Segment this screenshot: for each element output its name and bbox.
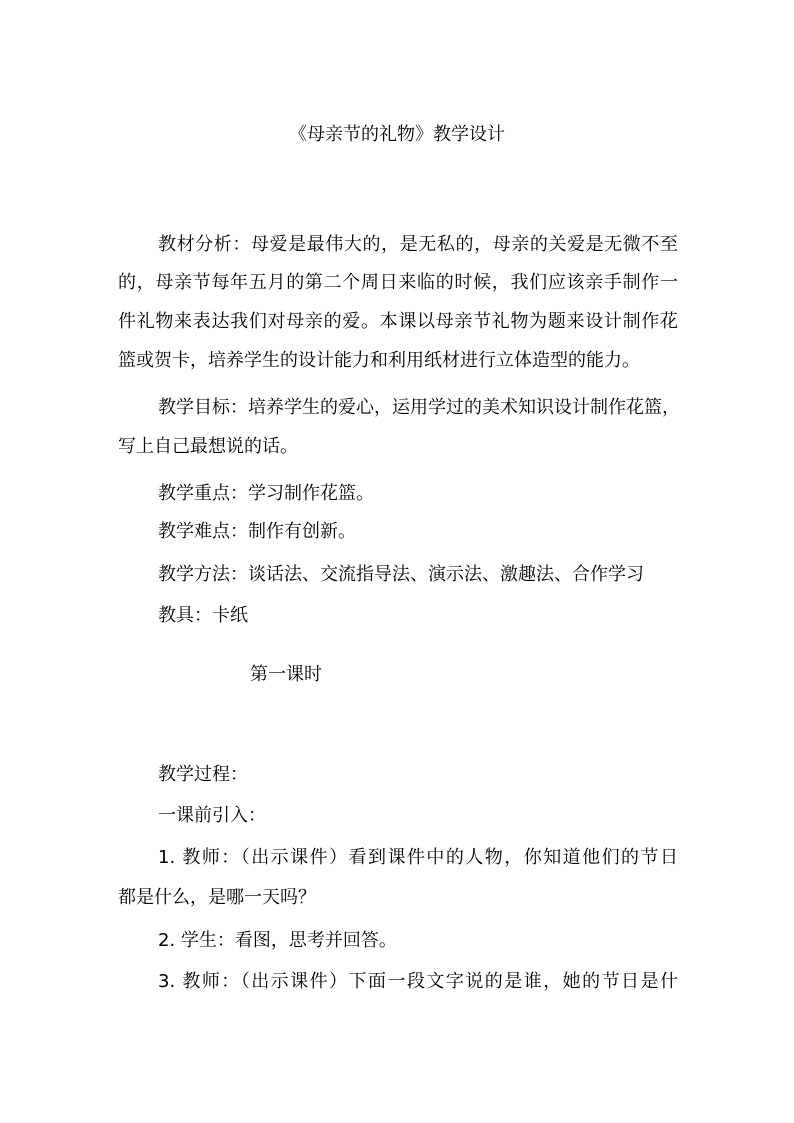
period-heading: 第一课时 [250, 664, 322, 685]
step-line: 1. 教师：（出示课件）看到课件中的人物，你知道他们的节日 [158, 847, 678, 868]
key-point: 教学重点：学习制作花篮。 [158, 483, 374, 504]
step-line: 3. 教师：（出示课件）下面一段文字说的是谁，她的节日是什 [158, 971, 678, 992]
analysis-line: 件礼物来表达我们对母亲的爱。本课以母亲节礼物为题来设计制作花 [118, 311, 678, 332]
analysis-line: 的，母亲节每年五月的第二个周日来临的时候，我们应该亲手制作一 [118, 272, 678, 293]
objective-line: 教学目标：培养学生的爱心，运用学过的美术知识设计制作花篮， [158, 397, 680, 418]
step-line: 2. 学生：看图，思考并回答。 [158, 930, 397, 951]
step-line: 都是什么，是哪一天吗？ [118, 887, 316, 908]
section-heading: 一课前引入： [158, 805, 266, 826]
analysis-line: 教材分析：母爱是最伟大的，是无私的，母亲的关爱是无微不至 [158, 234, 678, 255]
tools: 教具：卡纸 [158, 605, 248, 626]
objective-line: 写上自己最想说的话。 [118, 436, 298, 457]
process-heading: 教学过程： [158, 764, 248, 785]
methods: 教学方法：谈话法、交流指导法、演示法、激趣法、合作学习 [158, 564, 644, 585]
analysis-line: 篮或贺卡，培养学生的设计能力和利用纸材进行立体造型的能力。 [118, 350, 640, 371]
document-title: 《母亲节的礼物》教学设计 [289, 124, 505, 145]
difficulty: 教学难点：制作有创新。 [158, 521, 356, 542]
